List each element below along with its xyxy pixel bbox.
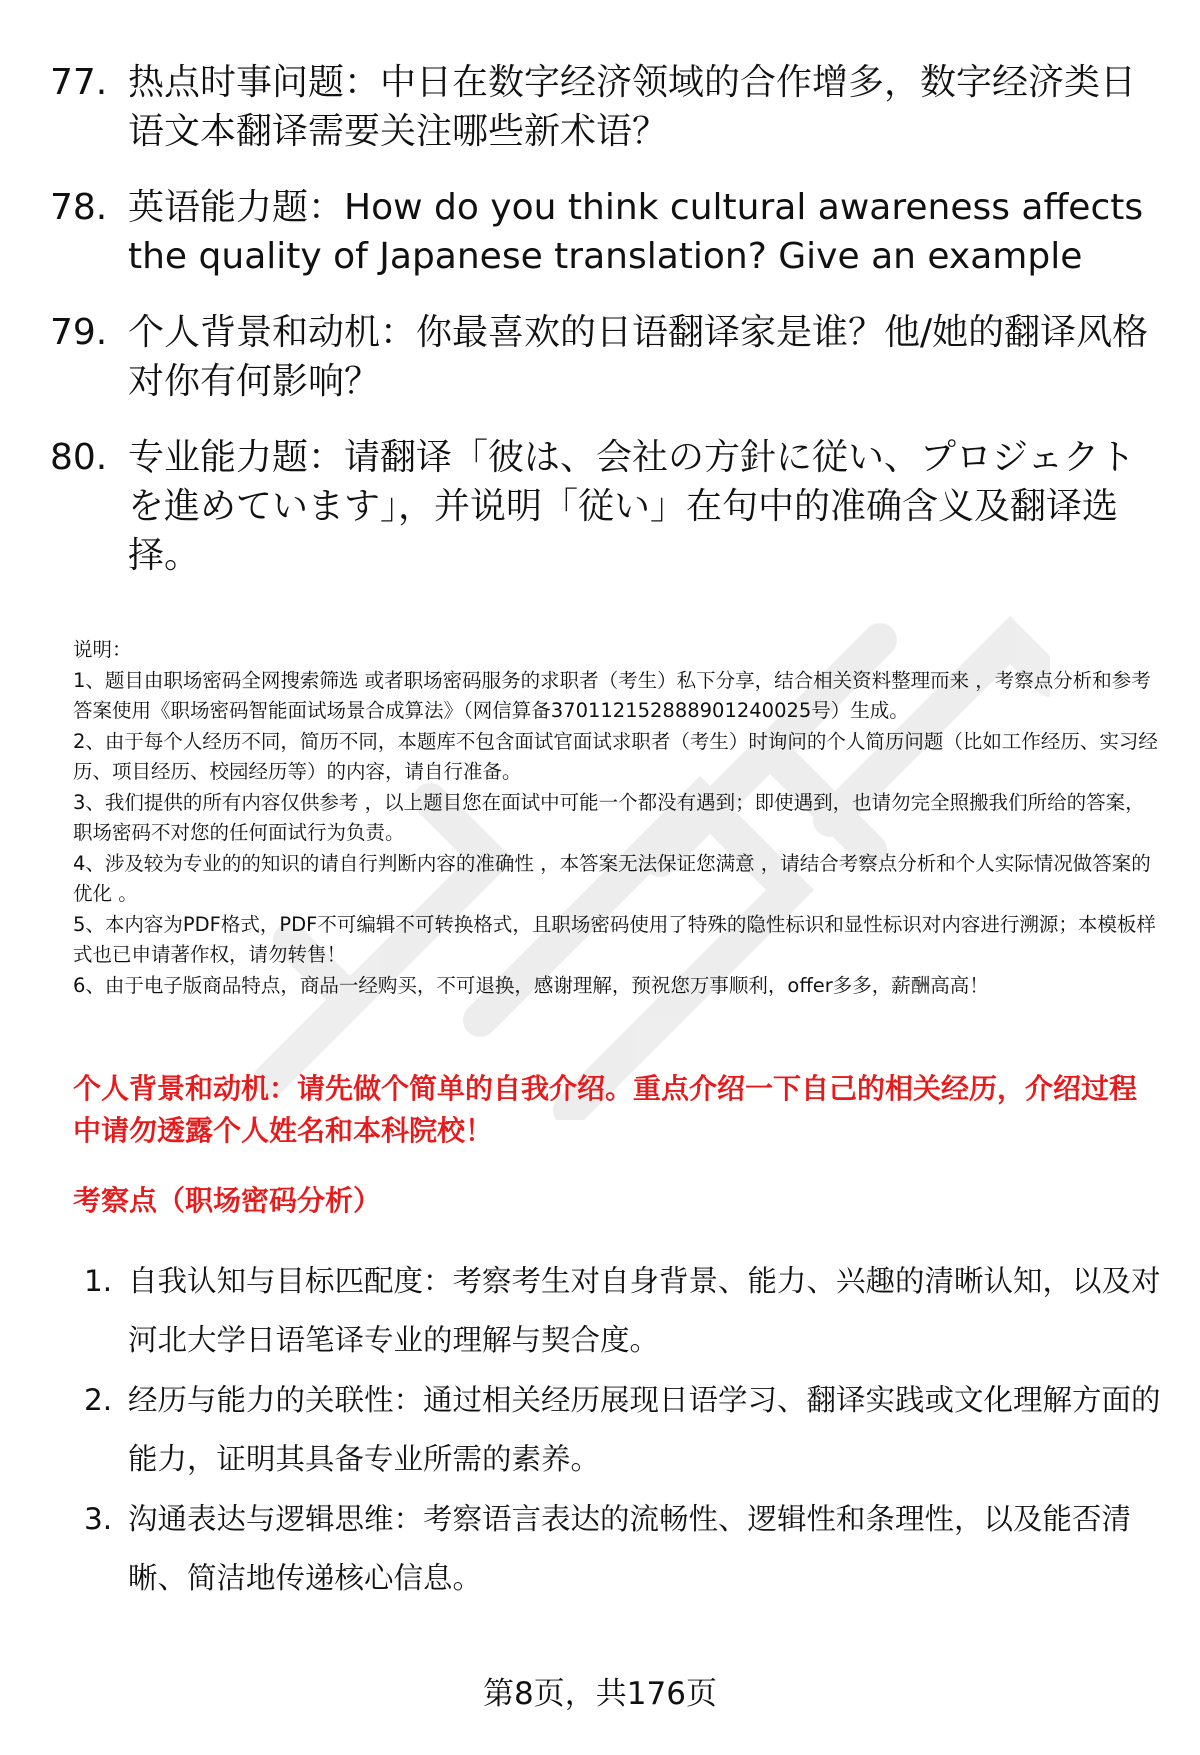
current-question-heading: 个人背景和动机：请先做个简单的自我介绍。重点介绍一下自己的相关经历，介绍过程中请勿透露个人姓名和本科院校！ <box>73 1072 1138 1147</box>
question-item <box>50 433 1160 580</box>
analysis-title: 考察点（职场密码分析） <box>73 1184 382 1217</box>
analysis-point <box>84 1252 1164 1370</box>
question-number: 79. <box>50 312 108 353</box>
question-item <box>50 58 1160 156</box>
analysis-point <box>84 1490 1164 1608</box>
question-item <box>50 308 1160 406</box>
point-number: 1. <box>84 1264 113 1298</box>
question-number: 77. <box>50 62 108 103</box>
point-number: 3. <box>84 1502 113 1536</box>
note-item: 2、由于每个人经历不同，简历不同，本题库不包含面试官面试求职者（考生）时询问的个人简历问题（比如工作经历、实习经历、项目经历、校园经历等）的内容，请自行准备。 <box>73 729 1158 783</box>
point-text: 沟通表达与逻辑思维：考察语言表达的流畅性、逻辑性和条理性，以及能否清晰、简洁地传递核心信息。 <box>128 1502 1132 1595</box>
question-text: 专业能力题：请翻译「彼は、会社の方針に従い、プロジェクトを進めています」，并说明「従い」在句中的准确含义及翻译选择。 <box>128 437 1136 576</box>
analysis-point <box>84 1371 1164 1489</box>
question-number: 80. <box>50 437 108 478</box>
point-number: 2. <box>84 1383 113 1417</box>
question-item <box>50 183 1160 281</box>
point-text: 自我认知与目标匹配度：考察考生对自身背景、能力、兴趣的清晰认知，以及对河北大学日语笔译专业的理解与契合度。 <box>128 1264 1161 1357</box>
question-text: 个人背景和动机：你最喜欢的日语翻译家是谁？他/她的翻译风格对你有何影响？ <box>128 312 1149 402</box>
page-footer: 第8页，共176页 <box>483 1676 717 1712</box>
note-item: 6、由于电子版商品特点，商品一经购买，不可退换，感谢理解，预祝您万事顺利，offer多多，薪酬高高！ <box>73 973 989 997</box>
notes-section <box>73 635 1163 1001</box>
note-item: 4、涉及较为专业的的知识的请自行判断内容的准确性 ，本答案无法保证您满意 ，请结合考察点分析和个人实际情况做答案的优化 。 <box>73 851 1151 905</box>
question-list <box>50 58 1160 607</box>
question-number: 78. <box>50 187 108 228</box>
note-item: 1、题目由职场密码全网搜索筛选 或者职场密码服务的求职者（考生）私下分享，结合相关资料整理而来 ，考察点分析和参考答案使用《职场密码智能面试场景合成算法》（网信算备370112152888901240025号）生成。 <box>73 668 1151 722</box>
note-item: 5、本内容为PDF格式，PDF不可编辑不可转换格式，且职场密码使用了特殊的隐性标识和显性标识对内容进行溯源；本模板样式也已申请著作权，请勿转售！ <box>73 912 1156 966</box>
point-text: 经历与能力的关联性：通过相关经历展现日语学习、翻译实践或文化理解方面的能力，证明其具备专业所需的素养。 <box>128 1383 1161 1476</box>
note-item: 3、我们提供的所有内容仅供参考 ，以上题目您在面试中可能一个都没有遇到；即使遇到，也请勿完全照搬我们所给的答案，职场密码不对您的任何面试行为负责。 <box>73 790 1145 844</box>
notes-heading: 说明： <box>73 638 132 661</box>
analysis-points <box>84 1252 1164 1609</box>
question-text: 热点时事问题：中日在数字经济领域的合作增多，数字经济类日语文本翻译需要关注哪些新术语？ <box>128 62 1137 152</box>
question-text: 英语能力题：How do you think cultural awareness affects the quality of Japanese translation? Give an example <box>128 187 1144 277</box>
